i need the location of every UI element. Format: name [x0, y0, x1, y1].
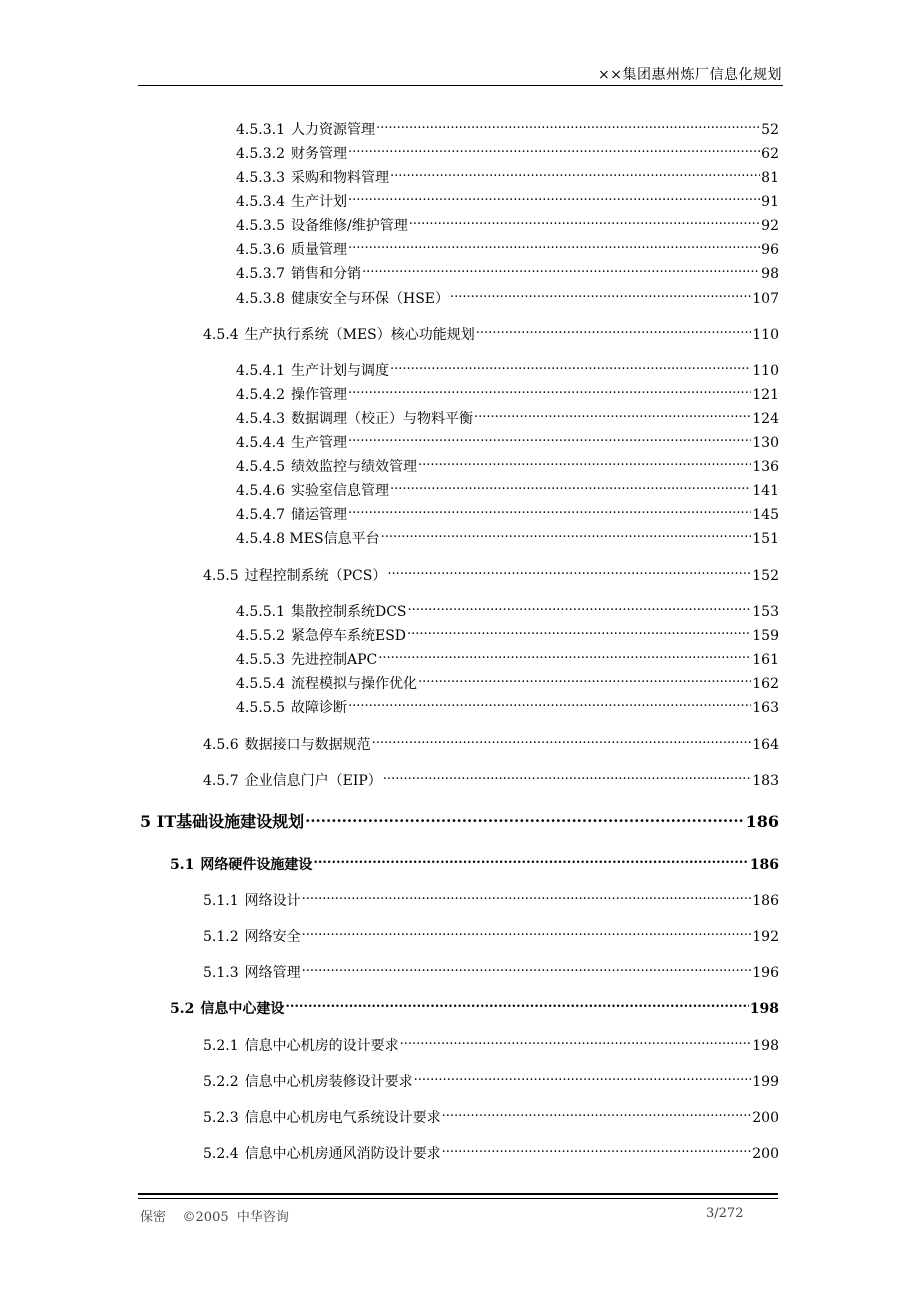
footer-rule [138, 1193, 778, 1195]
header-rule [138, 85, 783, 86]
dot-leader [348, 186, 760, 206]
dot-leader [383, 765, 751, 785]
page-number: 192 [752, 929, 779, 945]
page-number: 81 [761, 170, 779, 186]
dot-leader [407, 620, 751, 640]
page-number: 136 [752, 459, 779, 475]
toc-entry[interactable]: 4.5.6 数据接口与数据规范 ..... 164 [203, 729, 779, 755]
page-number: 198 [752, 1038, 779, 1054]
page-number: 161 [752, 652, 779, 668]
toc-entry[interactable]: 4.5.3.3 采购和物料管理 ..... 81 [236, 162, 779, 188]
toc-entry[interactable]: 4.5.4.3 数据调理（校正）与物料平衡 ..... 124 [236, 403, 779, 429]
toc-entry[interactable]: 5.1.3 网络管理 ..... 196 [203, 957, 779, 983]
toc-entry[interactable]: 4.5.3.7 销售和分销 ..... 98 [236, 258, 779, 284]
dot-leader [302, 957, 752, 977]
page-number: 92 [761, 218, 779, 234]
header-title: ××集团惠州炼厂信息化规划 [598, 67, 782, 83]
page-number: 151 [752, 531, 779, 547]
toc-entry[interactable]: 4.5.3.8 健康安全与环保（HSE） ..... 107 [236, 283, 779, 309]
toc-entry[interactable]: 4.5.4 生产执行系统（MES）核心功能规划 ..... 110 [203, 319, 779, 345]
dot-leader [400, 1030, 752, 1050]
toc-entry[interactable]: 4.5.4.7 储运管理 ..... 145 [236, 499, 779, 525]
toc-entry[interactable]: 4.5.5.4 流程模拟与操作优化 ..... 162 [236, 668, 779, 694]
page-number: 62 [761, 146, 779, 162]
dot-leader [476, 319, 751, 339]
toc-entry[interactable]: 4.5.5.5 故障诊断 ..... 163 [236, 692, 779, 718]
toc-entry[interactable]: 4.5.3.6 质量管理 ..... 96 [236, 234, 779, 260]
page-number: 110 [752, 363, 779, 379]
dot-leader [376, 114, 760, 134]
page-number: 196 [752, 965, 779, 981]
toc-entry[interactable]: 4.5.3.4 生产计划 ..... 91 [236, 186, 779, 212]
page-number: 200 [752, 1146, 779, 1162]
page-number: 186 [745, 812, 779, 831]
dot-leader [348, 138, 760, 158]
page-number: 91 [761, 194, 779, 210]
dot-leader [302, 885, 752, 905]
page-number: 110 [752, 327, 779, 343]
page-number: 186 [749, 857, 779, 873]
page-number: 124 [752, 411, 779, 427]
dot-leader [305, 807, 744, 827]
dot-leader [414, 1066, 752, 1086]
page-number: 159 [752, 628, 779, 644]
toc-entry[interactable]: 4.5.5.1 集散控制系统DCS ..... 153 [236, 596, 779, 622]
dot-leader [348, 692, 751, 712]
dot-leader [302, 921, 752, 941]
dot-leader [362, 258, 760, 278]
dot-leader [378, 644, 751, 664]
toc-entry[interactable]: 5.2.1 信息中心机房的设计要求 ..... 198 [203, 1030, 779, 1056]
page-number: 163 [752, 700, 779, 716]
dot-leader [409, 210, 760, 230]
page-number: 96 [761, 242, 779, 258]
toc-section-entry[interactable]: 5.1 网络硬件设施建设 ..... 186 [170, 849, 779, 875]
dot-leader [348, 499, 751, 519]
dot-leader [387, 560, 751, 580]
toc-entry[interactable]: 4.5.3.5 设备维修/维护管理 ..... 92 [236, 210, 779, 236]
toc-entry[interactable]: 4.5.5.2 紧急停车系统ESD ..... 159 [236, 620, 779, 646]
toc-chapter-entry[interactable]: 5 IT基础设施建设规划 ..... 186 [140, 807, 779, 832]
toc-entry[interactable]: 4.5.7 企业信息门户（EIP） ..... 183 [203, 765, 779, 791]
page-number: 98 [761, 266, 779, 282]
toc-entry[interactable]: 4.5.5.3 先进控制APC ..... 161 [236, 644, 779, 670]
dot-leader [408, 596, 752, 616]
dot-leader [348, 234, 760, 254]
page-number: 52 [761, 122, 779, 138]
dot-leader [442, 1102, 752, 1122]
footer-page-number: 3/272 [706, 1206, 744, 1221]
footer-rule [138, 1198, 778, 1199]
dot-leader [372, 729, 752, 749]
dot-leader [348, 379, 751, 399]
toc-entry[interactable]: 4.5.4.6 实验室信息管理 ..... 141 [236, 475, 779, 501]
dot-leader [442, 1138, 752, 1158]
toc-entry[interactable]: 4.5.4.4 生产管理 ..... 130 [236, 427, 779, 453]
page-number: 107 [752, 291, 779, 307]
dot-leader [390, 355, 751, 375]
dot-leader [418, 668, 751, 688]
page-number: 199 [752, 1074, 779, 1090]
toc-section-entry[interactable]: 5.2 信息中心建设 ..... 198 [170, 993, 779, 1019]
toc-entry[interactable]: 4.5.4.1 生产计划与调度 ..... 110 [236, 355, 779, 381]
page-number: 162 [752, 676, 779, 692]
page-number: 183 [752, 773, 779, 789]
dot-leader [418, 451, 751, 471]
dot-leader [390, 162, 760, 182]
page-number: 153 [752, 604, 779, 620]
toc-entry[interactable]: 4.5.3.1 人力资源管理 ..... 52 [236, 114, 779, 140]
dot-leader [285, 993, 748, 1013]
dot-leader [381, 523, 752, 543]
toc-entry[interactable]: 5.2.2 信息中心机房装修设计要求 ..... 199 [203, 1066, 779, 1092]
toc-entry[interactable]: 4.5.3.2 财务管理 ..... 62 [236, 138, 779, 164]
toc-entry[interactable]: 4.5.4.5 绩效监控与绩效管理 ..... 136 [236, 451, 779, 477]
dot-leader [348, 427, 751, 447]
page-number: 145 [752, 507, 779, 523]
toc-entry[interactable]: 4.5.4.8 MES信息平台 ..... 151 [236, 523, 779, 549]
page-number: 186 [752, 893, 779, 909]
dot-leader [474, 403, 751, 423]
page-number: 130 [752, 435, 779, 451]
toc-entry[interactable]: 5.1.1 网络设计 ..... 186 [203, 885, 779, 911]
footer-copyright: 保密 ©2005 中华咨询 [140, 1210, 289, 1225]
toc-entry[interactable]: 4.5.5 过程控制系统（PCS） ..... 152 [203, 560, 779, 586]
page-number: 152 [752, 568, 779, 584]
toc-entry[interactable]: 5.2.3 信息中心机房电气系统设计要求 ..... 200 [203, 1102, 779, 1128]
toc-entry[interactable]: 5.1.2 网络安全 ..... 192 [203, 921, 779, 947]
page-number: 200 [752, 1110, 779, 1126]
page-number: 164 [752, 737, 779, 753]
page-number: 198 [749, 1001, 779, 1017]
dot-leader [313, 849, 748, 869]
page-number: 121 [752, 387, 779, 403]
toc-entry[interactable]: 5.2.4 信息中心机房通风消防设计要求 ..... 200 [203, 1138, 779, 1164]
page-number: 141 [752, 483, 779, 499]
dot-leader [390, 475, 751, 495]
dot-leader [450, 283, 751, 303]
toc-entry[interactable]: 4.5.4.2 操作管理 ..... 121 [236, 379, 779, 405]
